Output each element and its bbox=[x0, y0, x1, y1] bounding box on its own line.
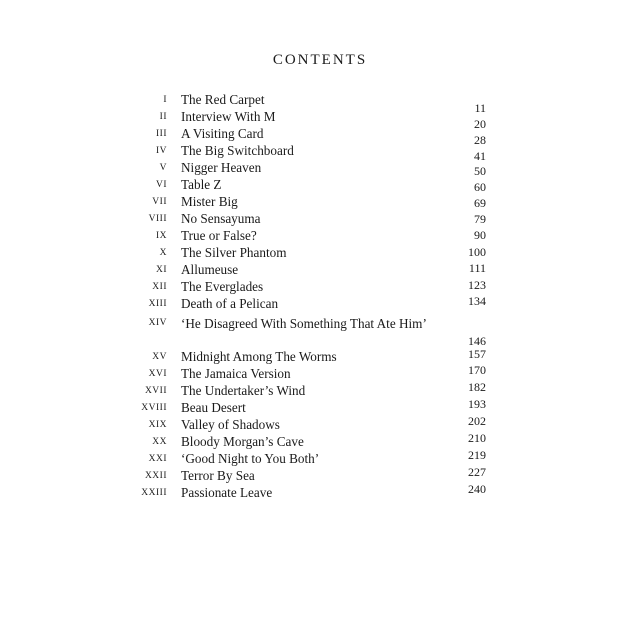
chapter-title: Terror By Sea bbox=[181, 468, 255, 483]
chapter-number: XVIII bbox=[141, 403, 167, 413]
chapter-title: Death of a Pelican bbox=[181, 296, 279, 311]
chapter-number: XIII bbox=[148, 299, 167, 309]
chapter-number: V bbox=[159, 163, 167, 173]
chapter-title: The Undertaker’s Wind bbox=[181, 383, 306, 398]
chapter-page-number: 41 bbox=[474, 149, 486, 163]
chapter-title: Mister Big bbox=[181, 194, 238, 209]
chapter-title: ‘He Disagreed With Something That Ate Him’ bbox=[181, 316, 427, 331]
chapter-title: ‘Good Night to You Both’ bbox=[181, 451, 320, 466]
chapter-number: IX bbox=[155, 231, 167, 241]
chapter-number: XXI bbox=[148, 454, 167, 464]
chapter-page-number: 79 bbox=[474, 212, 486, 226]
chapter-title: Bloody Morgan’s Cave bbox=[181, 434, 304, 449]
chapter-number: XVI bbox=[148, 369, 167, 379]
chapter-page-number: 60 bbox=[474, 180, 486, 194]
chapter-number: XX bbox=[152, 437, 167, 447]
chapter-title: The Silver Phantom bbox=[181, 245, 287, 260]
chapter-page-number: 50 bbox=[474, 164, 486, 178]
chapter-page-number: 123 bbox=[468, 278, 486, 292]
chapter-title: True or False? bbox=[181, 228, 257, 243]
chapter-number: I bbox=[163, 95, 167, 105]
chapter-page-number: 28 bbox=[474, 133, 486, 147]
chapter-number: XV bbox=[152, 352, 167, 362]
chapter-number: III bbox=[156, 129, 167, 139]
chapter-title: Interview With M bbox=[181, 109, 276, 124]
chapter-number: XXIII bbox=[141, 488, 167, 498]
chapter-page-number: 193 bbox=[468, 397, 486, 411]
chapter-number: IV bbox=[155, 146, 167, 156]
chapter-number: XI bbox=[155, 265, 167, 275]
chapter-title: Valley of Shadows bbox=[181, 417, 280, 432]
chapter-page-number: 11 bbox=[474, 101, 486, 115]
chapter-title: The Big Switchboard bbox=[181, 143, 294, 158]
chapter-number: XIV bbox=[148, 318, 167, 328]
chapter-page-number: 20 bbox=[474, 117, 486, 131]
chapter-number: XVII bbox=[144, 386, 167, 396]
chapter-number: VII bbox=[152, 197, 167, 207]
chapter-title: Table Z bbox=[181, 177, 222, 192]
chapter-number: X bbox=[159, 248, 167, 258]
chapter-page-number: 69 bbox=[474, 196, 486, 210]
chapter-page-number: 157 bbox=[468, 347, 486, 361]
chapter-number: XII bbox=[152, 282, 167, 292]
chapter-page-number: 227 bbox=[468, 465, 486, 479]
chapter-page-number: 146 bbox=[468, 334, 486, 348]
chapter-title: Passionate Leave bbox=[181, 485, 273, 500]
chapter-page-number: 170 bbox=[468, 363, 486, 377]
chapter-title: A Visiting Card bbox=[181, 126, 264, 141]
chapter-title: Midnight Among The Worms bbox=[181, 349, 337, 364]
chapter-page-number: 90 bbox=[474, 228, 486, 242]
chapter-title: The Everglades bbox=[181, 279, 264, 294]
chapter-page-number: 182 bbox=[468, 380, 486, 394]
chapter-page-number: 111 bbox=[468, 261, 486, 275]
chapter-page-number: 219 bbox=[468, 448, 486, 462]
page-title: CONTENTS bbox=[272, 52, 368, 68]
chapter-title: Beau Desert bbox=[181, 400, 246, 415]
chapter-page-number: 210 bbox=[468, 431, 486, 445]
chapter-title: The Jamaica Version bbox=[181, 366, 291, 381]
chapter-number: VI bbox=[155, 180, 167, 190]
chapter-title: Allumeuse bbox=[181, 262, 239, 277]
chapter-number: XXII bbox=[144, 471, 167, 481]
chapter-page-number: 240 bbox=[468, 482, 486, 496]
chapter-title: No Sensayuma bbox=[181, 211, 261, 226]
chapter-title: Nigger Heaven bbox=[181, 160, 262, 175]
chapter-number: VIII bbox=[148, 214, 167, 224]
chapter-page-number: 202 bbox=[468, 414, 486, 428]
chapter-page-number: 134 bbox=[468, 294, 486, 308]
chapter-number: II bbox=[159, 112, 167, 122]
chapter-number: XIX bbox=[148, 420, 167, 430]
chapter-title: The Red Carpet bbox=[181, 92, 265, 107]
chapter-page-number: 100 bbox=[468, 245, 486, 259]
